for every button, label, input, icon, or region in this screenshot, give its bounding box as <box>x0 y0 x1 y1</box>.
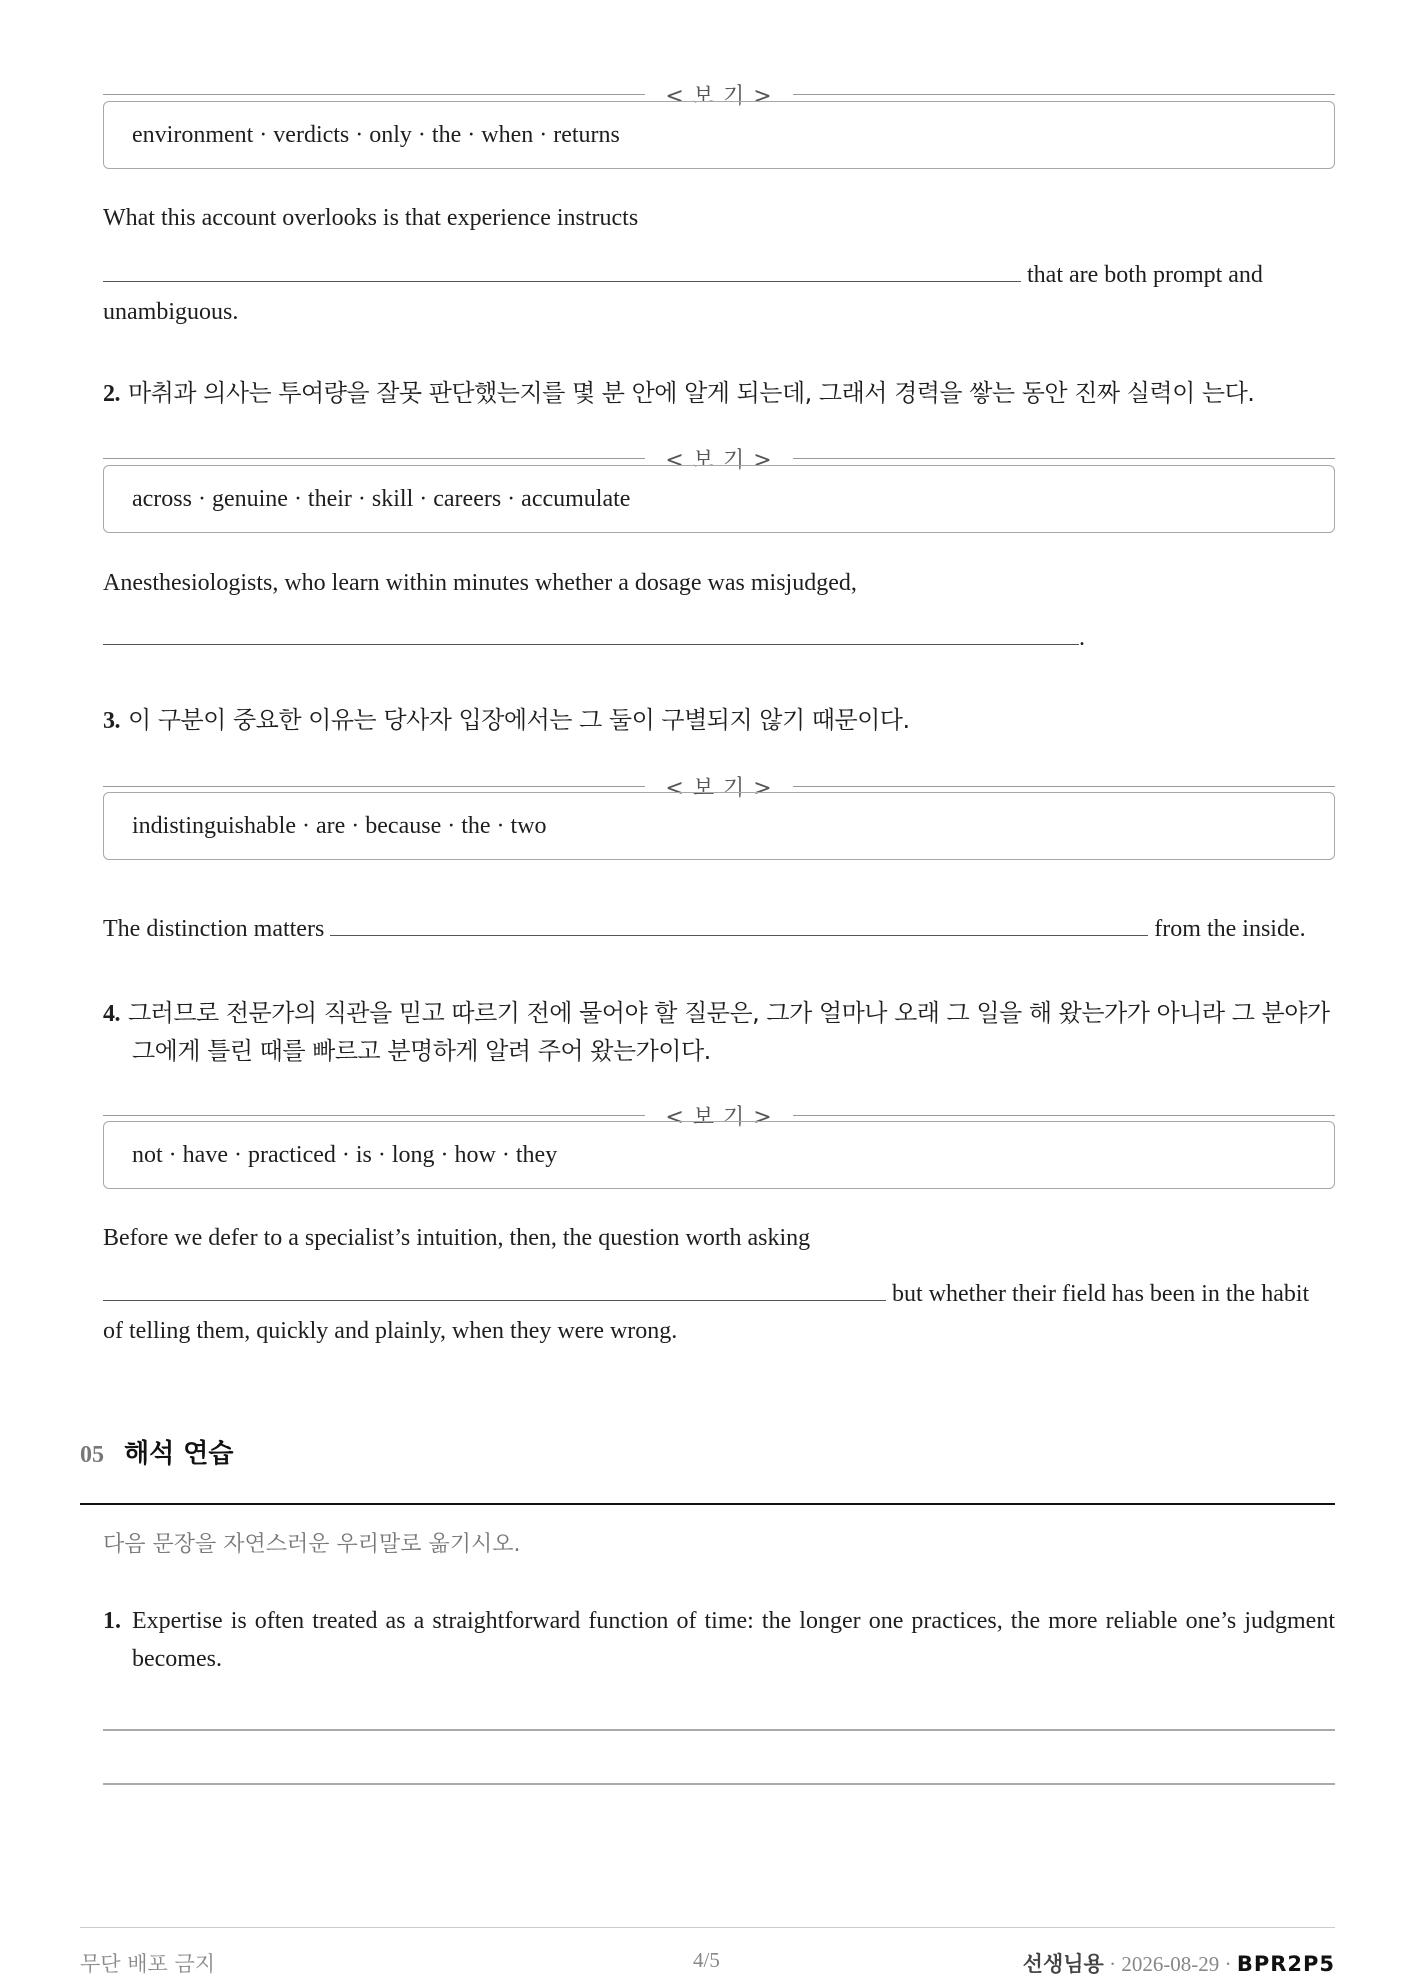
footer-separator: · <box>1219 1952 1237 1976</box>
answer-sentence-line <box>103 1318 677 1345</box>
word-box-label: < 보 기 > <box>665 1104 773 1130</box>
divider <box>103 786 645 787</box>
answer-sentence-line <box>103 1277 1309 1308</box>
divider <box>793 1115 1335 1116</box>
word-box-label: < 보 기 > <box>665 83 773 109</box>
question-korean-continued: 그에게 틀린 때를 빠르고 분명하게 알려 주어 왔는가이다. <box>132 1037 711 1065</box>
sentence-text: The distinction matters <box>103 916 325 942</box>
footer-date: 2026-08-29 <box>1121 1952 1220 1976</box>
answer-blank[interactable] <box>330 912 1148 936</box>
answer-sentence-line <box>103 1225 810 1252</box>
answer-sentence-line <box>103 621 1085 652</box>
question-number: 2. <box>103 381 120 407</box>
question-korean: 마취과 의사는 투여량을 잘못 판단했는지를 몇 분 안에 알게 되는데, 그래서 경력을 쌓는 동안 진짜 실력이 는다. <box>128 379 1255 407</box>
divider <box>793 94 1335 95</box>
footer-code: BPR2P5 <box>1236 1952 1335 1976</box>
sentence-text: Before we defer to a specialist’s intuition, then, the question worth asking <box>103 1225 811 1251</box>
sentence-text: but whether their field has been in the habit <box>892 1281 1310 1307</box>
question-number: 3. <box>103 708 120 734</box>
item-number: 1. <box>103 1608 121 1634</box>
word-list: not · have · practiced · is · long · how · they <box>132 1141 558 1168</box>
sentence-text: . <box>1079 625 1085 651</box>
sentence-text: that are both prompt and <box>1027 262 1263 288</box>
section-divider <box>80 1503 1335 1505</box>
word-list: indistinguishable · are · because · the · two <box>132 812 547 839</box>
answer-writing-line[interactable] <box>103 1729 1335 1731</box>
section-number: 05 <box>80 1442 104 1468</box>
footer-divider <box>80 1927 1335 1928</box>
sentence-text: from the inside. <box>1154 916 1306 942</box>
word-box-label: < 보 기 > <box>665 447 773 473</box>
question-prompt <box>103 373 1254 408</box>
section-title: 해석 연습 <box>124 1439 234 1469</box>
word-list: environment · verdicts · only · the · when · returns <box>132 121 620 148</box>
word-box <box>103 1121 1335 1189</box>
word-box <box>103 101 1335 169</box>
section-heading <box>80 1433 234 1470</box>
item-text: Expertise is often treated as a straightforward function of time: the longer one practices, the more reliable one’s judgment becomes. <box>132 1608 1335 1672</box>
answer-sentence-line <box>103 258 1263 289</box>
sentence-text: of telling them, quickly and plainly, when they were wrong. <box>103 1318 678 1344</box>
footer-separator: · <box>1103 1952 1122 1976</box>
footer-meta <box>1023 1948 1335 1978</box>
answer-blank[interactable] <box>103 621 1079 645</box>
translation-item <box>103 1602 1335 1678</box>
divider <box>103 1115 645 1116</box>
footer-copyright: 무단 배포 금지 <box>80 1952 216 1976</box>
section-instruction: 다음 문장을 자연스러운 우리말로 옮기시오. <box>103 1532 521 1557</box>
answer-blank[interactable] <box>103 258 1021 282</box>
word-box <box>103 792 1335 860</box>
word-box <box>103 465 1335 533</box>
sentence-text: unambiguous. <box>103 299 239 325</box>
question-korean: 그러므로 전문가의 직관을 믿고 따르기 전에 물어야 할 질문은, 그가 얼마나 오래 그 일을 해 왔는가가 아니라 그 분야가 <box>128 999 1330 1027</box>
answer-sentence-line <box>103 570 857 597</box>
divider <box>103 94 645 95</box>
question-prompt <box>103 700 910 735</box>
divider <box>793 786 1335 787</box>
answer-sentence-line <box>103 912 1306 943</box>
question-number: 4. <box>103 1001 120 1027</box>
answer-blank[interactable] <box>103 1277 886 1301</box>
word-box-label: < 보 기 > <box>665 775 773 801</box>
divider <box>793 458 1335 459</box>
sentence-text: Anesthesiologists, who learn within minutes whether a dosage was misjudged, <box>103 570 857 596</box>
divider <box>103 458 645 459</box>
footer-role: 선생님용 <box>1022 1952 1104 1976</box>
answer-sentence-line <box>103 205 638 232</box>
footer-page-number: 4/5 <box>693 1948 720 1972</box>
word-list: across · genuine · their · skill · careers · accumulate <box>132 485 631 512</box>
sentence-text: What this account overlooks is that experience instructs <box>103 205 639 231</box>
answer-writing-line[interactable] <box>103 1783 1335 1785</box>
question-prompt <box>103 993 1330 1065</box>
answer-sentence-line <box>103 299 238 326</box>
question-korean: 이 구분이 중요한 이유는 당사자 입장에서는 그 둘이 구별되지 않기 때문이다. <box>128 706 910 734</box>
